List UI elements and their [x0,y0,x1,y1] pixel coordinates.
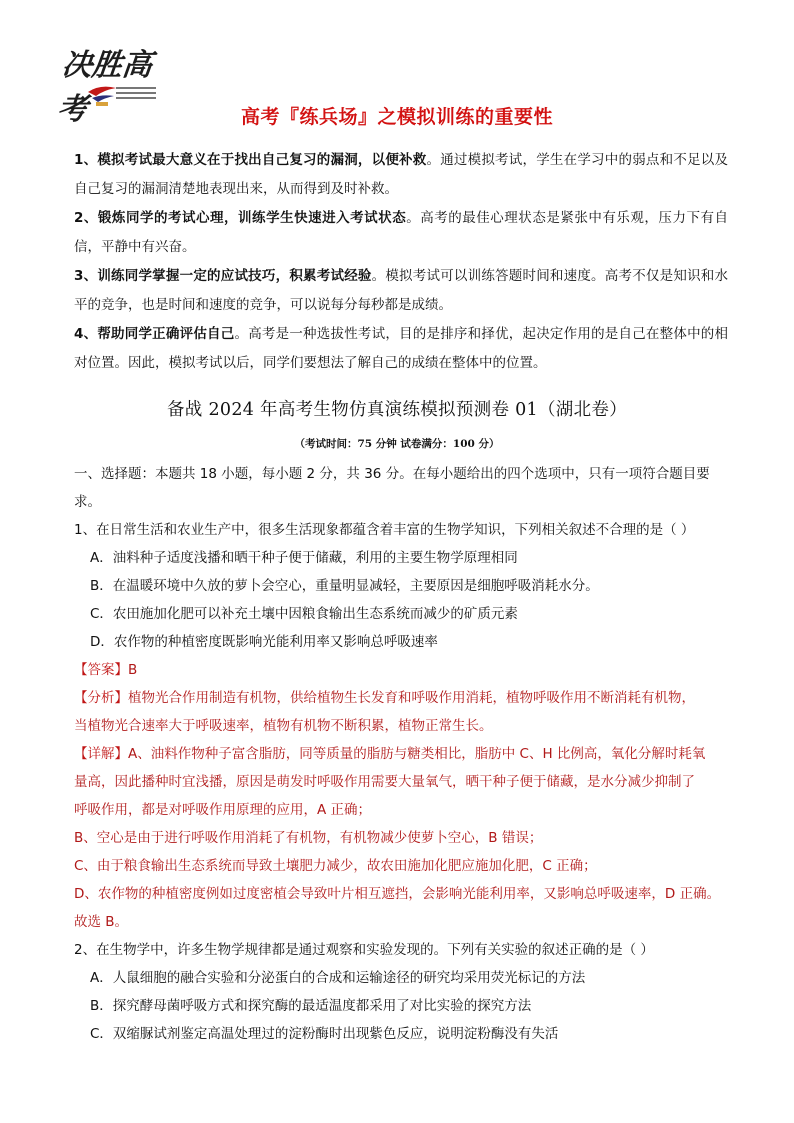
q1-detail-line-3: 呼吸作用，都是对呼吸作用原理的应用，A 正确； [74,802,372,818]
logo-subtext-decoration [116,84,156,98]
q1-stem: 1、在日常生活和农业生产中，很多生活现象都蕴含着丰富的生物学知识，下列相关叙述不合理的是（ ） [74,522,695,538]
q2-stem: 2、在生物学中，许多生物学规律都是通过观察和实验发现的。下列有关实验的叙述正确的是（ ） [74,942,654,958]
analysis-tag: 【分析】 [74,690,128,706]
q2-option-b: B．探究酵母菌呼吸方式和探究酶的最适温度都采用了对比实验的探究方法 [90,998,532,1014]
q1-option-a: A．油料种子适度浅播和晒干种子便于储藏，利用的主要生物学原理相同 [90,550,518,566]
importance-paragraph-4 [74,320,728,378]
importance-paragraph-1 [74,146,728,204]
q1-detail-d: D、农作物的种植密度例如过度密植会导致叶片相互遮挡，会影响光能利用率，又影响总呼吸速率，D 正确。 [74,886,721,902]
section-instruction-line-1: 一、选择题：本题共 18 小题，每小题 2 分，共 36 分。在每小题给出的四个选项中，只有一项符合题目要 [74,466,710,482]
importance-bold-2: 2、锻炼同学的考试心理，训练学生快速进入考试状态 [74,210,407,226]
q1-conclusion: 故选 B。 [74,914,129,930]
q1-detail-c: C、由于粮食输出生态系统而导致土壤肥力减少，故农田施加化肥应施加化肥，C 正确； [74,858,597,874]
analysis-text-1: 植物光合作用制造有机物，供给植物生长发育和呼吸作用消耗，植物呼吸作用不断消耗有机物， [128,690,695,706]
exam-title: 备战 2024 年高考生物仿真演练模拟预测卷 01（湖北卷） [167,400,627,420]
answer-tag: 【答案】 [74,662,128,678]
importance-paragraph-3 [74,262,728,320]
importance-paragraph-2 [74,204,728,262]
section-instruction-line-2: 求。 [74,494,101,510]
q1-detail-b: B、空心是由于进行呼吸作用消耗了有机物，有机物减少使萝卜空心，B 错误； [74,830,543,846]
q2-option-c: C．双缩脲试剂鉴定高温处理过的淀粉酶时出现紫色反应，说明淀粉酶没有失活 [90,1026,559,1042]
q2-option-a: A．人鼠细胞的融合实验和分泌蛋白的合成和运输途径的研究均采用荧光标记的方法 [90,970,586,986]
q1-option-d: D．农作物的种植密度既影响光能利用率又影响总呼吸速率 [90,634,438,650]
exam-info: （考试时间：75 分钟 试卷满分：100 分） [294,438,500,450]
detail-tag: 【详解】 [74,746,128,762]
importance-bold-3: 3、训练同学掌握一定的应试技巧，积累考试经验 [74,268,372,284]
q1-analysis-line-1 [74,686,734,706]
detail-text-1: A、油料作物种子富含脂肪，同等质量的脂肪与糖类相比，脂肪中 C、H 比例高，氧化分解时耗氧 [128,746,706,762]
importance-text-4: 。高考是一种选拔性考试，目的是排序和择优，起决定作用的是自己在整体中的相对位置。因此，模拟考试以后，同学们要想法了解自己的成绩在整体中的位置。 [74,326,728,371]
q1-detail-line-1 [74,742,734,762]
q1-option-b: B．在温暖环境中久放的萝卜会空心，重量明显减轻，主要原因是细胞呼吸消耗水分。 [90,578,599,594]
importance-text-3: 。模拟考试可以训练答题时间和速度。高考不仅是知识和水平的竞争，也是时间和速度的竞争，可以说每分每秒都是成绩。 [74,268,728,313]
logo-text: 决胜高考 [55,48,154,127]
q1-option-c: C．农田施加化肥可以补充土壤中因粮食输出生态系统而减少的矿质元素 [90,606,518,622]
q1-answer [74,658,734,678]
q1-analysis-line-2: 当植物光合速率大于呼吸速率，植物有机物不断积累，植物正常生长。 [74,718,493,734]
importance-text-1: 。通过模拟考试，学生在学习中的弱点和不足以及自己复习的漏洞清楚地表现出来，从而得到及时补救。 [74,152,728,197]
importance-bold-4: 4、帮助同学正确评估自己 [74,326,235,342]
page-title: 高考『练兵场』之模拟训练的重要性 [240,106,553,128]
q1-detail-line-2: 量高，因此播种时宜浅播，原因是萌发时呼吸作用需要大量氧气，晒干种子便于储藏，是水分减少抑制了 [74,774,695,790]
answer-value: B [128,662,138,678]
importance-bold-1: 1、模拟考试最大意义在于找出自己复习的漏洞，以便补救 [74,152,427,168]
importance-text-2: 。高考的最佳心理状态是紧张中有乐观，压力下有自信，平静中有兴奋。 [74,210,728,255]
